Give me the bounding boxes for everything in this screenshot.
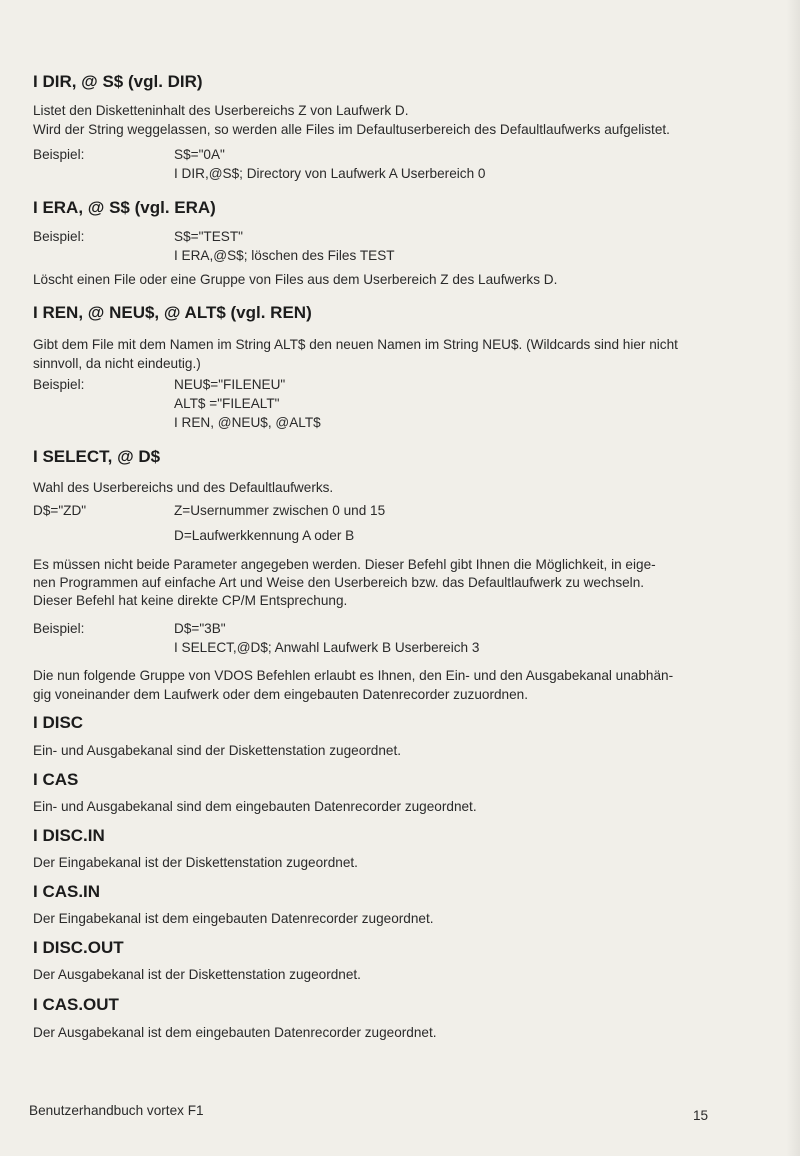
paragraph-line: Wird der String weggelassen, so werden alle Files im Defaultuserbereich des Defaultlaufwerks aufgelistet. bbox=[33, 122, 670, 137]
paragraph-line: nen Programmen auf einfache Art und Weise den Userbereich bzw. das Defaultlaufwerk zu wechseln. bbox=[33, 575, 645, 590]
example-label: Beispiel: bbox=[33, 147, 85, 162]
param-line: D=Laufwerkkennung A oder B bbox=[174, 528, 355, 543]
example-line: I DIR,@S$; Directory von Laufwerk A Userbereich 0 bbox=[174, 166, 486, 181]
section-heading-dir: I DIR, @ S$ (vgl. DIR) bbox=[33, 72, 203, 91]
command-description: Der Ausgabekanal ist dem eingebauten Datenrecorder zugeordnet. bbox=[33, 1025, 437, 1040]
example-label: Beispiel: bbox=[33, 621, 85, 636]
command-heading: I CAS bbox=[33, 770, 79, 789]
paragraph-line: Die nun folgende Gruppe von VDOS Befehlen erlaubt es Ihnen, den Ein- und den Ausgabekanal unabhän- bbox=[33, 668, 674, 683]
command-description: Der Ausgabekanal ist der Diskettenstation zugeordnet. bbox=[33, 967, 361, 982]
example-line: ALT$ ="FILEALT" bbox=[174, 396, 280, 411]
command-description: Der Eingabekanal ist dem eingebauten Datenrecorder zugeordnet. bbox=[33, 911, 434, 926]
footer-title: Benutzerhandbuch vortex F1 bbox=[29, 1103, 204, 1118]
command-heading: I DISC.IN bbox=[33, 826, 105, 845]
section-heading-select: I SELECT, @ D$ bbox=[33, 447, 161, 466]
command-description: Ein- und Ausgabekanal sind der Diskettenstation zugeordnet. bbox=[33, 743, 402, 758]
example-line: NEU$="FILENEU" bbox=[174, 377, 286, 392]
example-line: S$="TEST" bbox=[174, 229, 243, 244]
paragraph-line: Listet den Disketteninhalt des Userbereichs Z von Laufwerk D. bbox=[33, 103, 409, 118]
example-line: D$="3B" bbox=[174, 621, 226, 636]
paragraph-line: Es müssen nicht beide Parameter angegeben werden. Dieser Befehl gibt Ihnen die Möglichkeit, in eige- bbox=[33, 557, 656, 572]
paragraph-line: Dieser Befehl hat keine direkte CP/M Entsprechung. bbox=[33, 593, 348, 608]
command-heading: I DISC bbox=[33, 713, 84, 732]
example-line: I SELECT,@D$; Anwahl Laufwerk B Userbereich 3 bbox=[174, 640, 480, 655]
section-heading-era: I ERA, @ S$ (vgl. ERA) bbox=[33, 198, 216, 217]
section-heading-ren: I REN, @ NEU$, @ ALT$ (vgl. REN) bbox=[33, 303, 312, 322]
command-description: Ein- und Ausgabekanal sind dem eingebauten Datenrecorder zugeordnet. bbox=[33, 799, 477, 814]
page-edge-shadow bbox=[786, 0, 800, 1156]
command-heading: I CAS.IN bbox=[33, 882, 101, 901]
command-heading: I CAS.OUT bbox=[33, 995, 119, 1014]
paragraph-line: sinnvoll, da nicht eindeutig.) bbox=[33, 356, 201, 371]
param-label: D$="ZD" bbox=[33, 503, 87, 518]
command-description: Der Eingabekanal ist der Diskettenstation zugeordnet. bbox=[33, 855, 358, 870]
example-line: I REN, @NEU$, @ALT$ bbox=[174, 415, 321, 430]
example-label: Beispiel: bbox=[33, 377, 85, 392]
paragraph-line: gig voneinander dem Laufwerk oder dem eingebauten Datenrecorder zuzuordnen. bbox=[33, 687, 528, 702]
page-number: 15 bbox=[693, 1108, 709, 1123]
paragraph-line: Wahl des Userbereichs und des Defaultlaufwerks. bbox=[33, 480, 334, 495]
example-line: I ERA,@S$; löschen des Files TEST bbox=[174, 248, 395, 263]
paragraph-line: Löscht einen File oder eine Gruppe von Files aus dem Userbereich Z des Laufwerks D. bbox=[33, 272, 558, 287]
example-line: S$="0A" bbox=[174, 147, 225, 162]
example-label: Beispiel: bbox=[33, 229, 85, 244]
command-heading: I DISC.OUT bbox=[33, 938, 124, 957]
paragraph-line: Gibt dem File mit dem Namen im String ALT$ den neuen Namen im String NEU$. (Wildcards sind hier nicht bbox=[33, 337, 678, 352]
param-line: Z=Usernummer zwischen 0 und 15 bbox=[174, 503, 386, 518]
